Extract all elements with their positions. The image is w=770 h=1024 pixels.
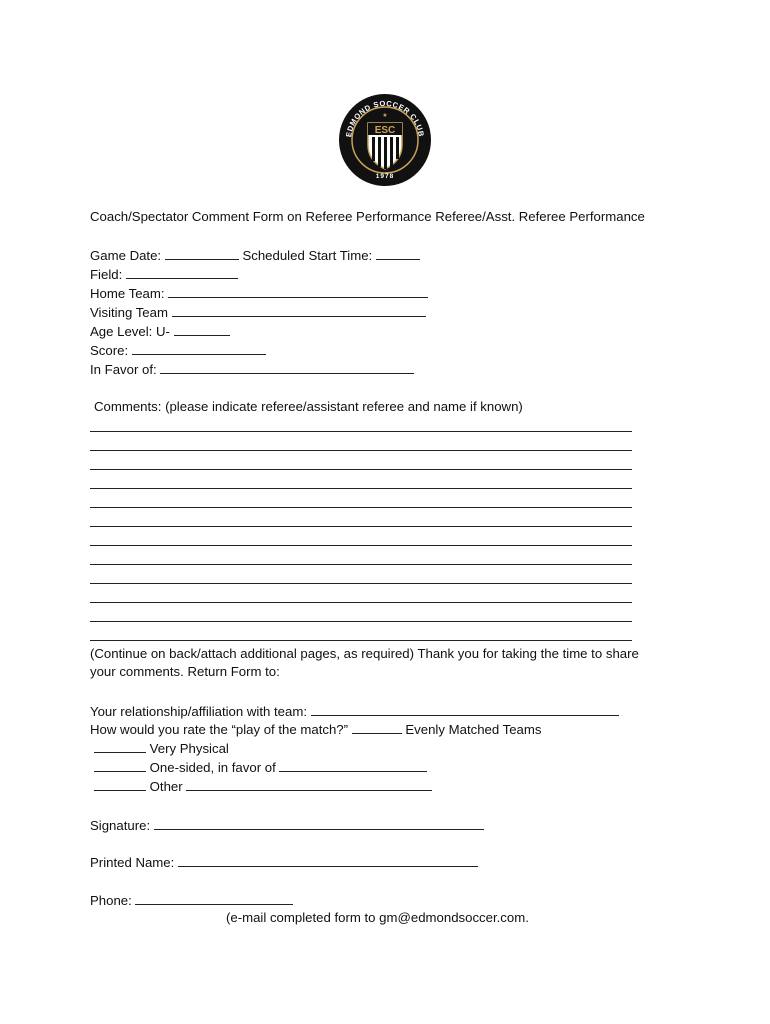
comment-line[interactable] <box>90 469 632 470</box>
printed-name-row <box>90 854 478 871</box>
comment-line[interactable] <box>90 545 632 546</box>
field-row <box>90 266 238 283</box>
continue-note-line1: (Continue on back/attach additional pages, as required) Thank you for taking the time to share <box>90 646 639 661</box>
in-favor-row <box>90 361 414 378</box>
one-sided-label: One-sided, in favor of <box>149 760 276 775</box>
comment-line[interactable] <box>90 602 632 603</box>
signature-field[interactable] <box>154 817 484 830</box>
very-physical-label: Very Physical <box>149 741 229 756</box>
comment-line[interactable] <box>90 564 632 565</box>
rate-row <box>90 721 541 738</box>
home-team-label: Home Team: <box>90 286 165 301</box>
printed-name-field[interactable] <box>178 854 478 867</box>
rate-label: How would you rate the “play of the match?” <box>90 722 349 737</box>
one-sided-row <box>94 759 427 776</box>
visiting-team-row <box>90 304 426 321</box>
score-label: Score: <box>90 343 129 358</box>
very-physical-blank[interactable] <box>94 740 146 753</box>
field-field[interactable] <box>126 266 238 279</box>
game-date-row <box>90 247 420 264</box>
logo-ring-text: EDMOND SOCCER CLUB <box>344 98 426 138</box>
age-level-row <box>90 323 230 340</box>
in-favor-field[interactable] <box>160 361 414 374</box>
other-blank[interactable] <box>94 778 146 791</box>
comments-label: Comments: (please indicate referee/assistant referee and name if known) <box>94 399 523 414</box>
start-time-label: Scheduled Start Time: <box>242 248 373 263</box>
start-time-field[interactable] <box>376 247 420 260</box>
comment-line[interactable] <box>90 526 632 527</box>
comment-line[interactable] <box>90 621 632 622</box>
email-note: (e-mail completed form to gm@edmondsoccer.com. <box>226 910 529 925</box>
relationship-label: Your relationship/affiliation with team: <box>90 704 307 719</box>
phone-field[interactable] <box>135 892 293 905</box>
edmond-soccer-club-logo <box>338 93 432 187</box>
home-team-field[interactable] <box>168 285 428 298</box>
other-label: Other <box>149 779 183 794</box>
phone-row <box>90 892 293 909</box>
continue-note-line2: your comments. Return Form to: <box>90 664 280 679</box>
one-sided-team-field[interactable] <box>279 759 427 772</box>
field-label: Field: <box>90 267 123 282</box>
game-date-field[interactable] <box>165 247 239 260</box>
comment-line[interactable] <box>90 488 632 489</box>
signature-row <box>90 817 484 834</box>
relationship-row <box>90 703 619 720</box>
visiting-team-label: Visiting Team <box>90 305 168 320</box>
comment-line[interactable] <box>90 507 632 508</box>
relationship-field[interactable] <box>311 703 619 716</box>
visiting-team-field[interactable] <box>172 304 426 317</box>
phone-label: Phone: <box>90 893 132 908</box>
one-sided-blank[interactable] <box>94 759 146 772</box>
score-field[interactable] <box>132 342 266 355</box>
other-field[interactable] <box>186 778 432 791</box>
evenly-matched-blank[interactable] <box>352 721 402 734</box>
evenly-matched-label: Evenly Matched Teams <box>405 722 542 737</box>
svg-text:★: ★ <box>382 113 388 119</box>
comment-line[interactable] <box>90 583 632 584</box>
other-row <box>94 778 432 795</box>
age-level-label: Age Level: U- <box>90 324 170 339</box>
home-team-row <box>90 285 428 302</box>
in-favor-label: In Favor of: <box>90 362 157 377</box>
comment-line[interactable] <box>90 431 632 432</box>
age-level-field[interactable] <box>174 323 230 336</box>
score-row <box>90 342 266 359</box>
form-title: Coach/Spectator Comment Form on Referee Performance Referee/Asst. Referee Performance <box>90 209 645 224</box>
printed-name-label: Printed Name: <box>90 855 175 870</box>
game-date-label: Game Date: <box>90 248 162 263</box>
comment-line[interactable] <box>90 640 632 641</box>
signature-label: Signature: <box>90 818 151 833</box>
comment-line[interactable] <box>90 450 632 451</box>
logo-initials: ESC <box>374 125 396 136</box>
logo-year: 1978 <box>375 173 395 180</box>
very-physical-row <box>94 740 229 757</box>
